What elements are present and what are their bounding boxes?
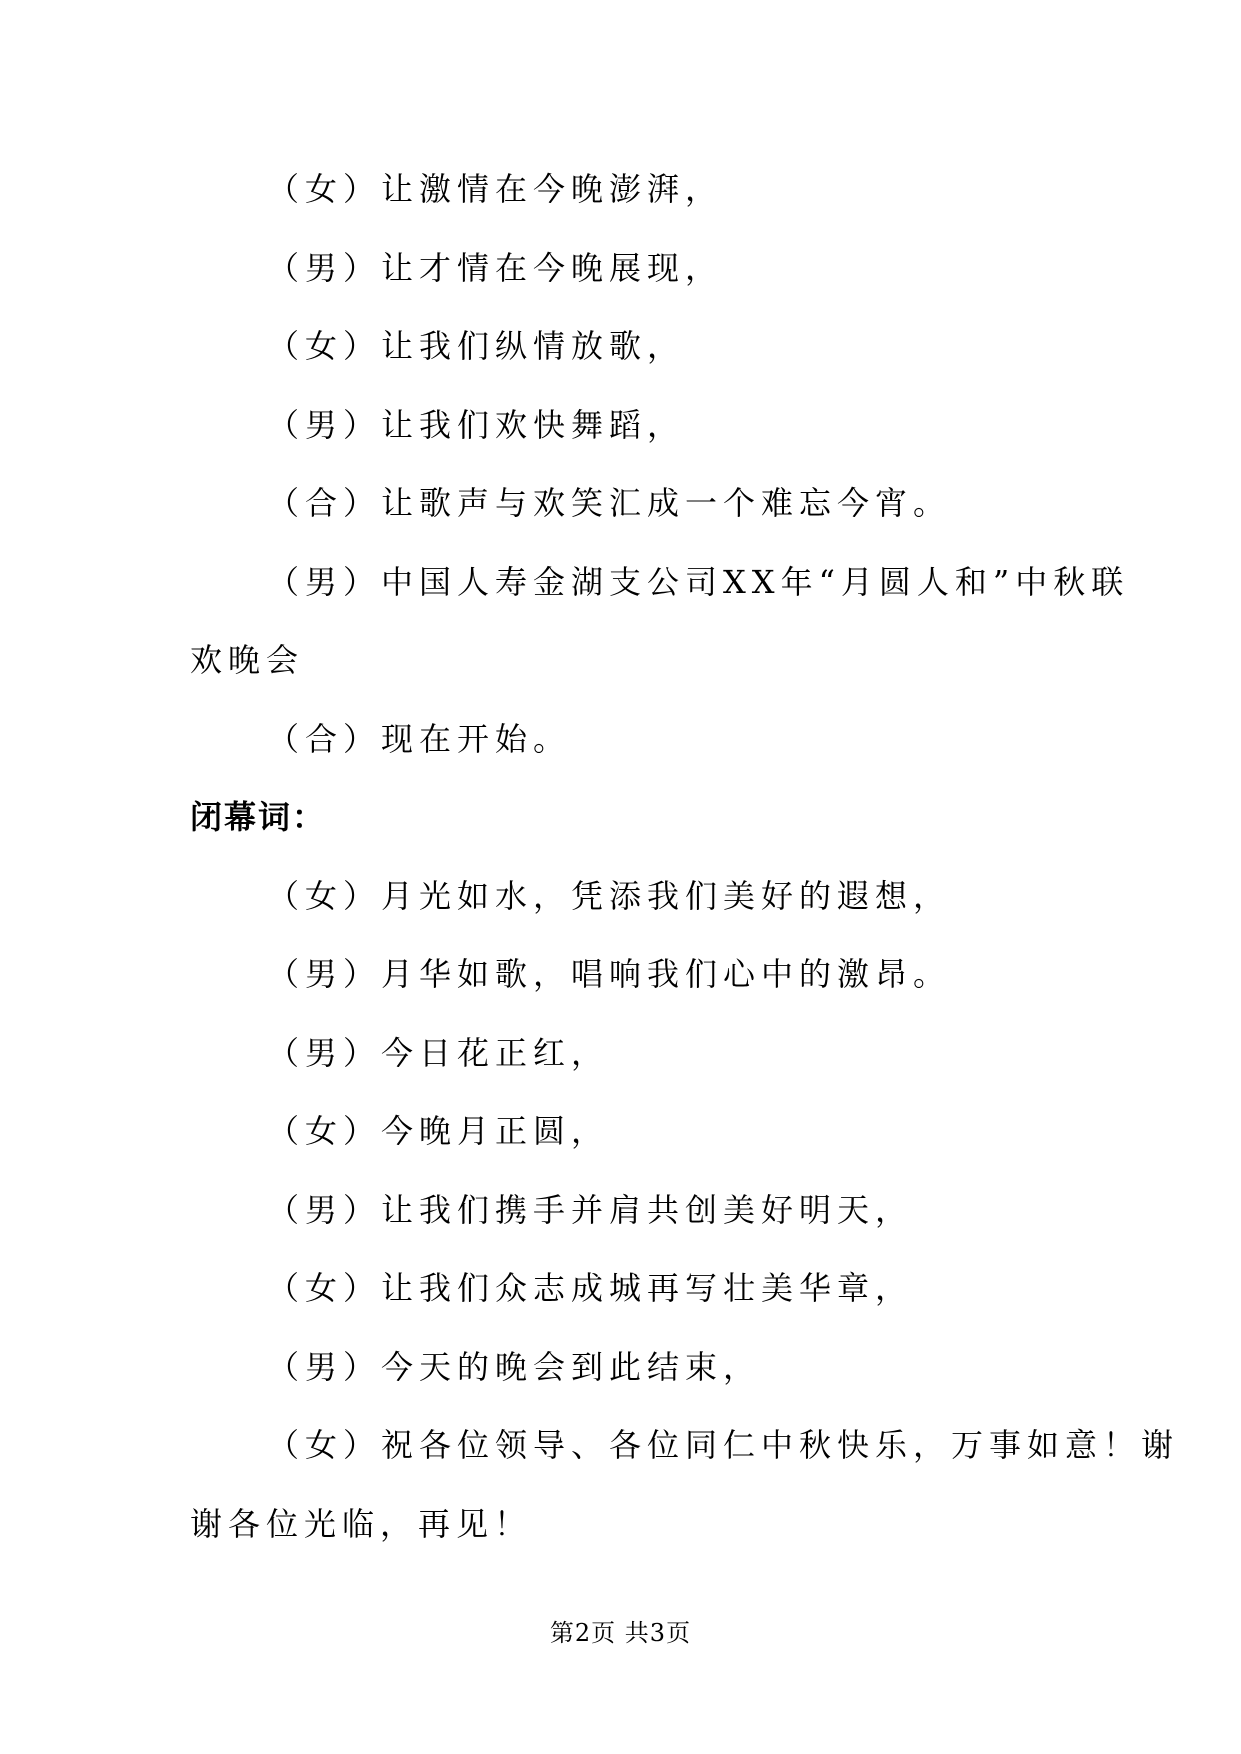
script-line: （男）今天的晚会到此结束， xyxy=(267,1347,762,1386)
script-line: （女）祝各位领导、各位同仁中秋快乐，万事如意！谢 xyxy=(267,1426,1180,1464)
page-footer: 第2页 共3页 xyxy=(549,1619,692,1647)
script-line: （女）让激情在今晚澎湃， xyxy=(267,170,724,208)
script-line: （男）让我们欢快舞蹈， xyxy=(267,405,686,444)
script-line: （女）让我们众志成城再写壮美华章， xyxy=(267,1269,914,1307)
script-line: （合）现在开始。 xyxy=(267,719,572,758)
script-line: （男）今日花正红， xyxy=(267,1033,610,1072)
script-line: （女）今晚月正圆， xyxy=(267,1112,610,1150)
script-line-continuation: 谢各位光临，再见！ xyxy=(190,1504,533,1543)
section-heading: 闭幕词： xyxy=(190,798,327,836)
script-line: （合）让歌声与欢笑汇成一个难忘今宵。 xyxy=(267,484,952,522)
script-line: （男）让我们携手并肩共创美好明天， xyxy=(267,1190,914,1229)
document-body xyxy=(190,150,1180,1563)
script-line: （男）中国人寿金湖支公司XX年“月圆人和”中秋联 xyxy=(267,562,1130,601)
script-line: （男）让才情在今晚展现， xyxy=(267,248,724,287)
script-line: （女）月光如水，凭添我们美好的遐想， xyxy=(267,876,952,915)
script-line: （女）让我们纵情放歌， xyxy=(267,327,686,365)
script-line-continuation: 欢晚会 xyxy=(190,641,305,679)
script-line: （男）月华如歌，唱响我们心中的激昂。 xyxy=(267,955,952,993)
